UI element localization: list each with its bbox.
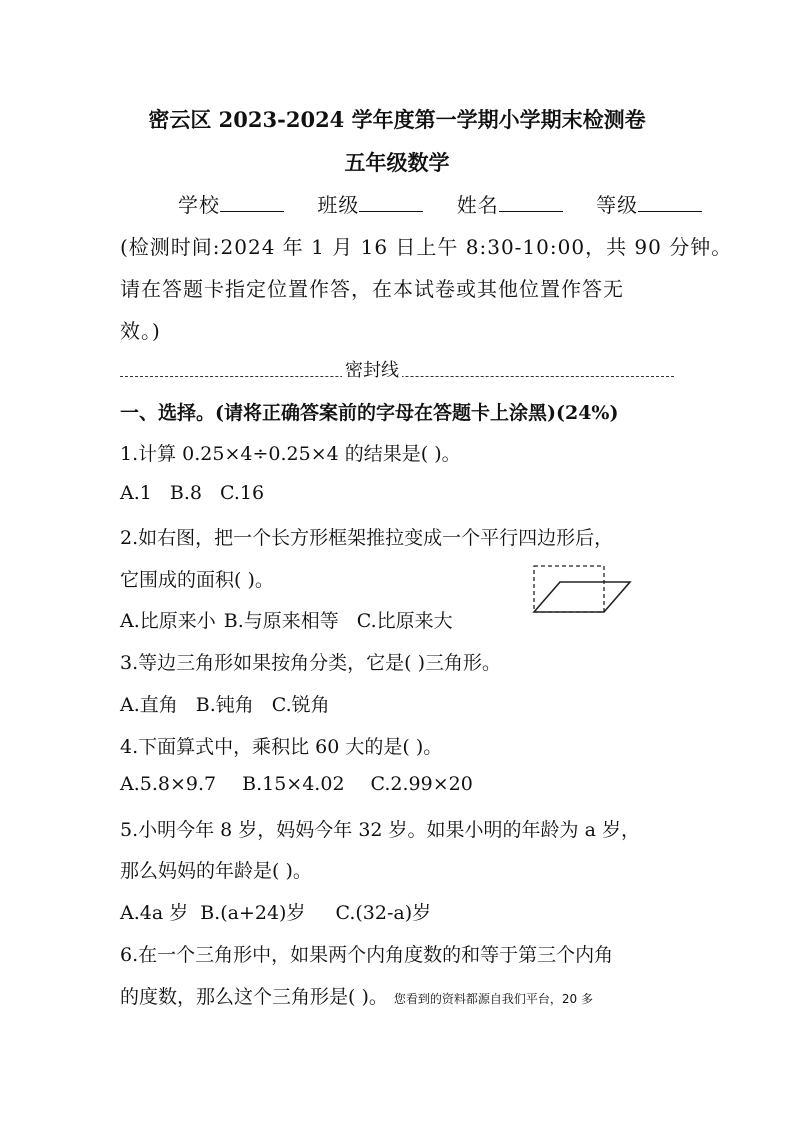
exam-title: 密云区 2023-2024 学年度第一学期小学期末检测卷 xyxy=(148,107,646,132)
q3-options xyxy=(120,690,348,717)
field-class-label: 班级 xyxy=(317,193,360,217)
school-blank xyxy=(220,191,284,212)
q5-stem-line1: 5.小明今年 8 岁，妈妈今年 32 岁。如果小明的年龄为 a 岁， xyxy=(120,819,640,841)
exam-subtitle: 五年级数学 xyxy=(344,150,450,175)
q6-stem-line2-row xyxy=(120,982,593,1009)
rectangle-parallelogram-figure xyxy=(528,560,632,616)
section-heading: 一、选择。(请将正确答案前的字母在答题卡上涂黑)(24%) xyxy=(120,402,619,424)
seal-line-row xyxy=(120,356,674,380)
q1-option-b: B.8 xyxy=(169,482,202,504)
field-class xyxy=(317,189,423,218)
q3-option-a: A.直角 xyxy=(120,694,178,716)
field-grade-label: 等级 xyxy=(596,193,639,217)
q6-stem-line2: 的度数，那么这个三角形是( )。 xyxy=(120,986,388,1008)
q1-option-a: A.1 xyxy=(120,482,152,504)
q2-options xyxy=(120,606,471,633)
q4-options xyxy=(120,773,491,795)
instruction-line-3: 效。) xyxy=(120,319,161,343)
field-school xyxy=(178,189,284,218)
q2-option-c: C.比原来大 xyxy=(356,610,453,632)
q4-option-c: C.2.99×20 xyxy=(370,773,473,795)
q2-stem-line2: 它围成的面积( )。 xyxy=(120,569,274,591)
class-blank xyxy=(359,191,423,212)
q5-option-c: C.(32-a)岁 xyxy=(335,902,432,924)
q4-option-a: A.5.8×9.7 xyxy=(120,773,217,795)
q3-option-c: C.锐角 xyxy=(271,694,330,716)
name-blank xyxy=(499,191,563,212)
q2-option-a: A.比原来小 xyxy=(120,610,216,632)
q5-options xyxy=(120,898,449,925)
field-school-label: 学校 xyxy=(178,193,220,217)
student-info-fields xyxy=(178,189,702,218)
q5-option-b: B.(a+24)岁 xyxy=(200,902,306,924)
field-name-label: 姓名 xyxy=(456,193,499,217)
q2-stem-line1: 2.如右图，把一个长方形框架推拉变成一个平行四边形后， xyxy=(120,527,614,549)
parallelogram-shape xyxy=(534,582,630,612)
field-name xyxy=(457,189,563,218)
q3-option-b: B.钝角 xyxy=(195,694,254,716)
q1-options xyxy=(120,482,282,504)
q5-option-a: A.4a 岁 xyxy=(120,902,189,924)
q4-option-b: B.15×4.02 xyxy=(242,773,345,795)
q3-stem: 3.等边三角形如果按角分类，它是( )三角形。 xyxy=(120,652,501,674)
q2-option-b: B.与原来相等 xyxy=(223,610,339,632)
q1-stem: 1.计算 0.25×4÷0.25×4 的结果是( )。 xyxy=(120,443,461,465)
instruction-line-2: 请在答题卡指定位置作答，在本试卷或其他位置作答无 xyxy=(120,277,624,301)
instruction-line-1: (检测时间:2024 年 1 月 16 日上午 8:30-10:00，共 90 分钟。 xyxy=(120,235,733,259)
original-rectangle xyxy=(534,566,604,612)
field-grade xyxy=(596,189,702,218)
q5-stem-line2: 那么妈妈的年龄是( )。 xyxy=(120,860,312,882)
grade-blank xyxy=(638,191,702,212)
platform-note: 您看到的资料都源自我们平台，20 多 xyxy=(393,992,594,1006)
seal-label: 密封线 xyxy=(342,356,402,382)
q1-option-c: C.16 xyxy=(219,482,265,504)
q6-stem-line1: 6.在一个三角形中，如果两个内角度数的和等于第三个内角 xyxy=(120,944,614,966)
q4-stem: 4.下面算式中，乘积比 60 大的是( )。 xyxy=(120,736,443,758)
